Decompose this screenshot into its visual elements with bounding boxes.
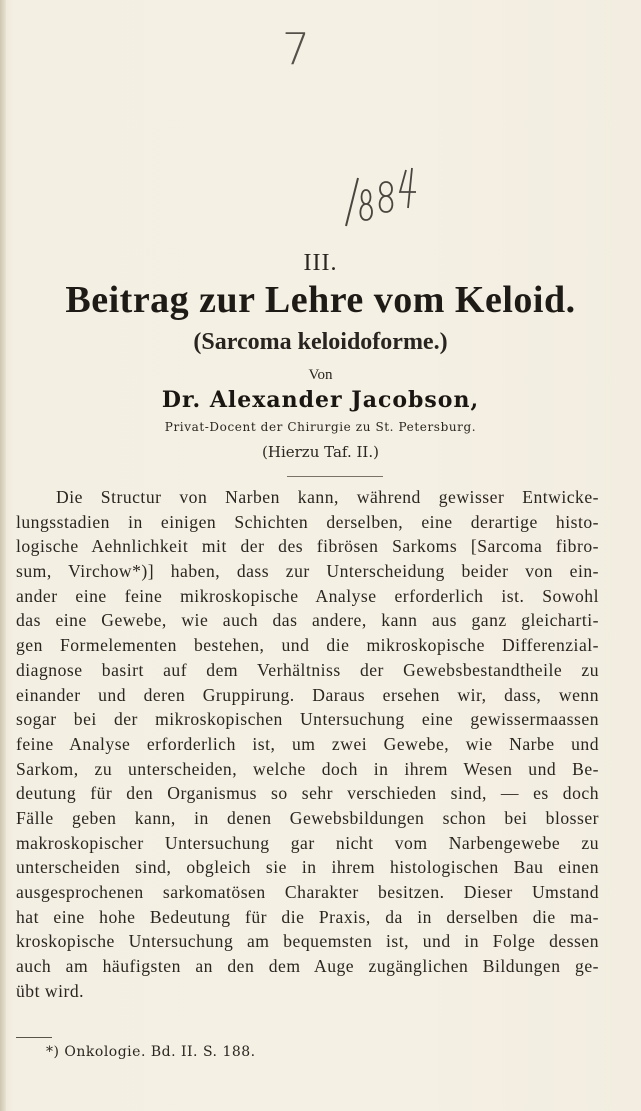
plate-reference: (Hierzu Taf. II.) xyxy=(262,443,379,461)
body-line: übt wird. xyxy=(16,980,85,1001)
body-line: deutung für den Organismus so sehr verschieden sind, — es doch xyxy=(16,783,599,804)
handwritten-page-number: 7 xyxy=(282,24,311,75)
body-line: lungsstadien in einigen Schichten derselben, eine derartige histo- xyxy=(16,511,599,532)
body-line: feine Analyse erforderlich ist, um zwei Gewebe, wie Narbe und xyxy=(16,733,599,754)
body-line: unterscheiden sind, obgleich sie in ihrem histologischen Bau einen xyxy=(16,857,599,878)
article-title: Beitrag zur Lehre vom Keloid. xyxy=(65,279,576,321)
body-line: das eine Gewebe, wie auch das andere, kann aus ganz gleicharti- xyxy=(16,610,599,631)
article-subtitle: (Sarcoma keloidoforme.) xyxy=(193,329,448,355)
body-line: sogar bei der mikroskopischen Untersuchung eine gewissermaassen xyxy=(16,709,599,730)
book-spine-edge xyxy=(0,0,6,1111)
author-name: Dr. Alexander Jacobson, xyxy=(161,387,480,413)
section-number: III. xyxy=(303,250,338,276)
body-line: kroskopische Untersuchung am bequemsten ist, und in Folge dessen xyxy=(16,931,599,952)
by-label: Von xyxy=(308,367,333,383)
body-line: auch am häufigsten an den dem Auge zugänglichen Bildungen ge- xyxy=(16,956,599,977)
body-line: einander und deren Gruppirung. Daraus ersehen wir, dass, wenn xyxy=(16,684,599,705)
body-line: Sarkom, zu unterscheiden, welche doch in ihrem Wesen und Be- xyxy=(16,758,599,779)
body-line: Die Structur von Narben kann, während gewisser Entwicke- xyxy=(56,487,599,507)
body-line: Fälle geben kann, in denen Gewebsbildungen schon bei blosser xyxy=(16,807,599,828)
body-line: gen Formelementen bestehen, und die mikroskopische Differenzial- xyxy=(16,635,599,656)
body-line: logische Aehnlichkeit mit der des fibrösen Sarkoms [Sarcoma fibro- xyxy=(16,536,599,557)
footnote: *) Onkologie. Bd. II. S. 188. xyxy=(46,1044,256,1060)
body-paragraph xyxy=(16,485,599,1003)
footnote-divider xyxy=(16,1037,52,1038)
body-line: makroskopischer Untersuchung gar nicht vom Narbengewebe zu xyxy=(16,832,599,853)
header-divider xyxy=(287,476,383,477)
body-line: hat eine hohe Bedeutung für die Praxis, da in derselben die ma- xyxy=(16,906,599,927)
body-line: ander eine feine mikroskopische Analyse erforderlich ist. Sowohl xyxy=(16,585,599,606)
body-line: ausgesprochenen sarkomatösen Charakter besitzen. Dieser Umstand xyxy=(16,882,599,902)
body-line: sum, Virchow*)] haben, dass zur Unterscheidung beider von ein- xyxy=(16,561,599,582)
handwritten-year-annotation xyxy=(336,160,446,232)
author-affiliation: Privat-Docent der Chirurgie zu St. Petersburg. xyxy=(164,420,477,434)
body-line: diagnose basirt auf dem Verhältniss der Gewebsbestandtheile zu xyxy=(16,659,599,680)
